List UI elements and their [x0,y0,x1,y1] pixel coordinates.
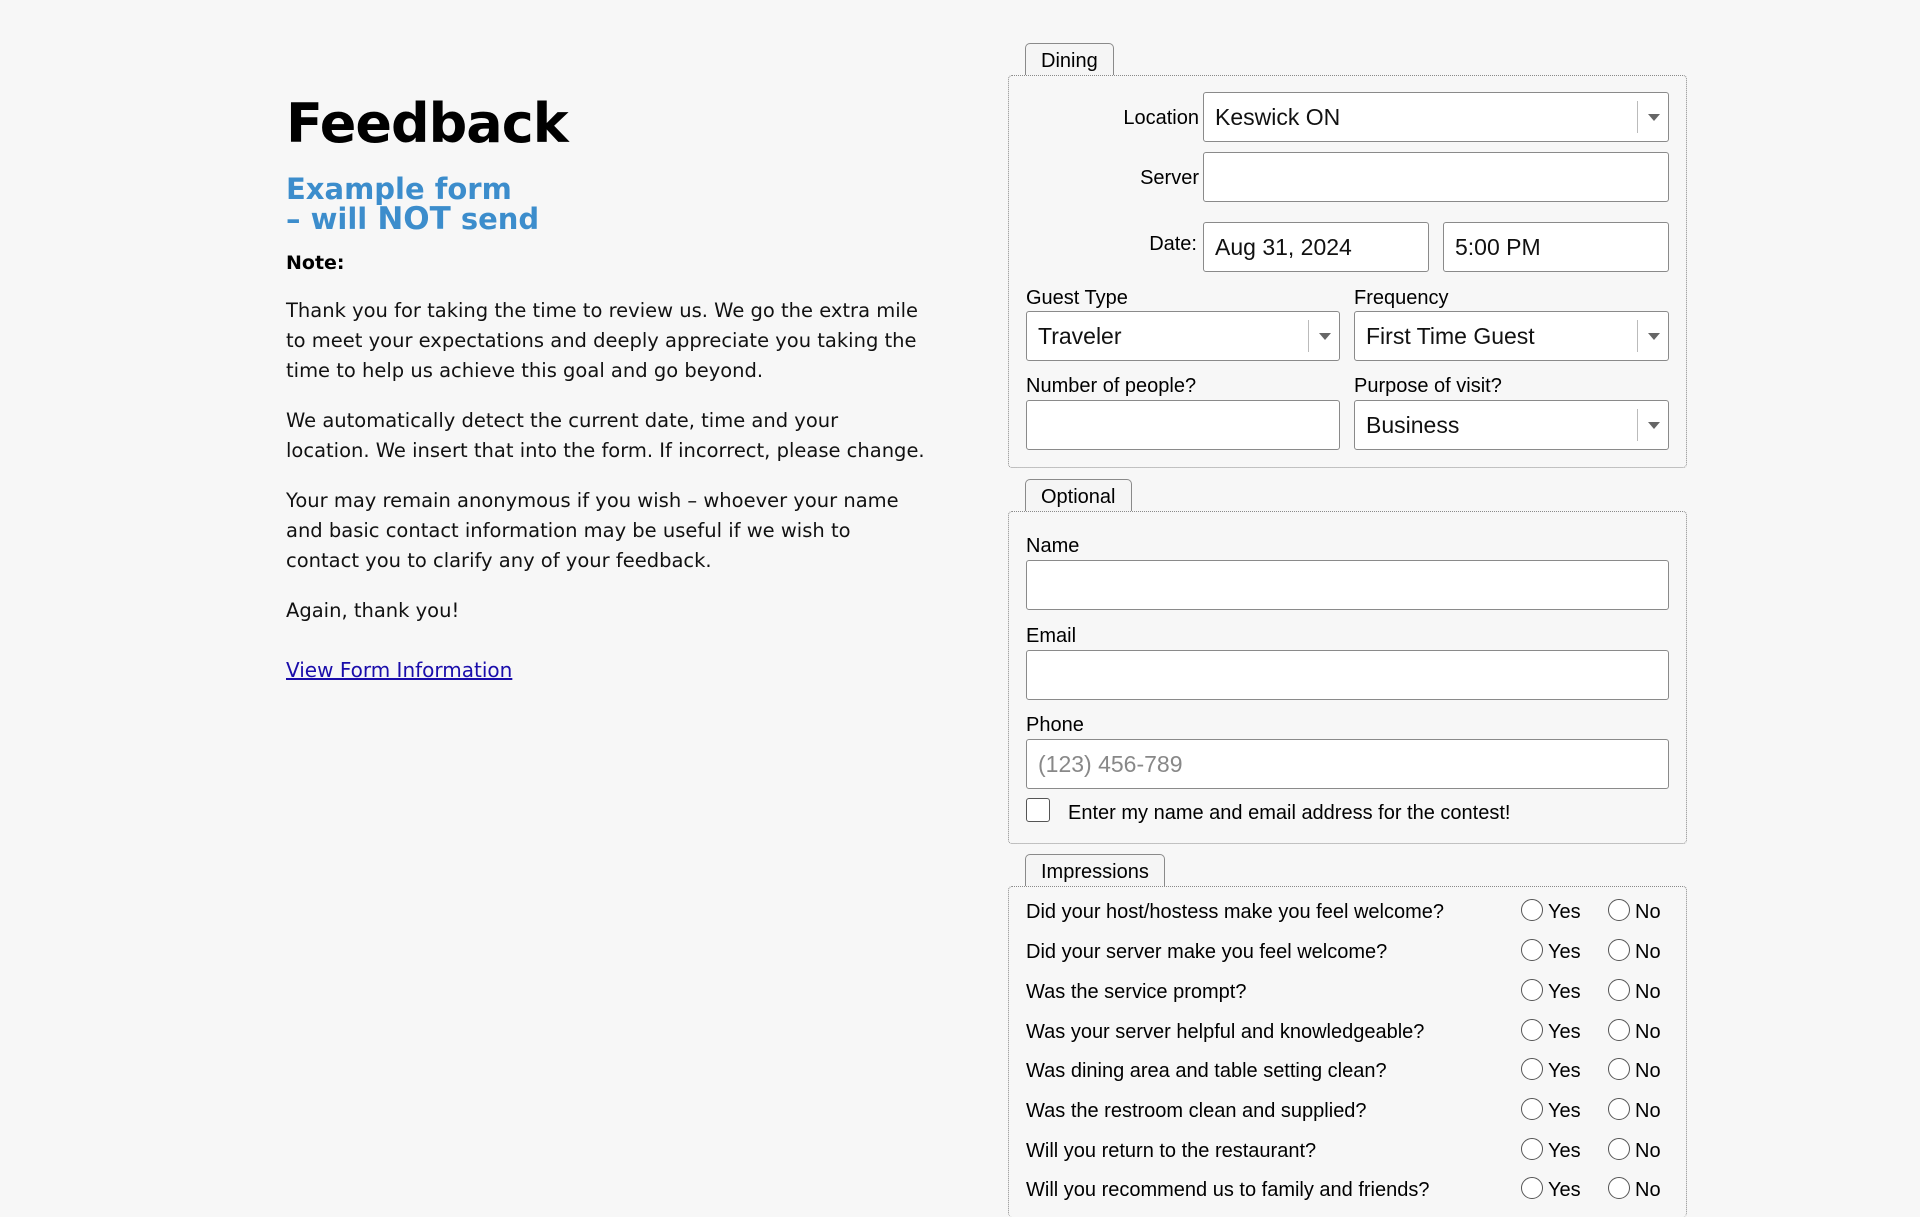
yes-radio[interactable] [1521,1058,1543,1080]
subtitle-prefix: – will [286,202,378,236]
question-row [1026,1171,1686,1211]
note-label: Note: [286,252,345,274]
subtitle-line-1: Example form [286,172,512,206]
question-text: Was your server helpful and knowledgeable? [1026,1021,1425,1043]
question-row [1026,1052,1686,1092]
yes-radio[interactable] [1521,979,1543,1001]
yes-label: Yes [1548,1179,1581,1201]
no-label: No [1635,1060,1661,1082]
question-text: Was the service prompt? [1026,981,1247,1003]
question-row [1026,893,1686,933]
yes-radio[interactable] [1521,939,1543,961]
people-label: Number of people? [1026,375,1197,397]
subtitle-emphasis: NOT [377,201,451,237]
no-radio[interactable] [1608,899,1630,921]
contest-checkbox[interactable] [1026,798,1050,822]
subtitle-suffix: send [450,202,540,236]
date-input[interactable]: Aug 31, 2024 [1203,222,1429,272]
frequency-label: Frequency [1354,287,1449,309]
time-input[interactable]: 5:00 PM [1443,222,1669,272]
yes-label: Yes [1548,1060,1581,1082]
intro-paragraph: Thank you for taking the time to review us. We go the extra mile to meet your expectations and deeply appreciate you taking the time to help us achieve this goal and go beyond. [286,299,919,382]
yes-label: Yes [1548,1140,1581,1162]
name-label: Name [1026,535,1080,557]
location-select[interactable] [1203,92,1669,142]
server-input[interactable] [1203,152,1669,202]
location-label: Location [1123,107,1199,129]
no-radio[interactable] [1608,1019,1630,1041]
yes-label: Yes [1548,1100,1581,1122]
yes-radio[interactable] [1521,1019,1543,1041]
question-text: Was the restroom clean and supplied? [1026,1100,1367,1122]
purpose-value: Business [1366,412,1460,438]
optional-fieldset [1008,486,1687,844]
phone-label: Phone [1026,714,1084,736]
intro-panel [286,88,926,682]
yes-label: Yes [1548,981,1581,1003]
purpose-label: Purpose of visit? [1354,375,1502,397]
view-form-information-link[interactable]: View Form Information [286,658,513,682]
yes-radio[interactable] [1521,1138,1543,1160]
chevron-down-icon [1308,320,1339,352]
chevron-down-icon [1637,320,1668,352]
question-row [1026,973,1686,1013]
no-label: No [1635,901,1661,923]
number-of-people-input[interactable] [1026,400,1340,450]
email-input[interactable] [1026,650,1669,700]
yes-label: Yes [1548,1021,1581,1043]
question-text: Did your host/hostess make you feel welcome? [1026,901,1444,923]
no-label: No [1635,941,1661,963]
impressions-fieldset [1008,861,1687,1217]
intro-paragraph: Your may remain anonymous if you wish – whoever your name and basic contact information may be useful if we wish to contact you to clarify any of your feedback. [286,489,899,572]
question-row [1026,1013,1686,1053]
no-label: No [1635,1021,1661,1043]
no-label: No [1635,1179,1661,1201]
dining-legend: Dining [1025,43,1114,75]
server-label: Server [1140,167,1199,189]
question-text: Was dining area and table setting clean? [1026,1060,1387,1082]
guest-type-label: Guest Type [1026,287,1128,309]
question-text: Will you return to the restaurant? [1026,1140,1317,1162]
date-label: Date: [1149,233,1197,255]
yes-label: Yes [1548,901,1581,923]
intro-paragraph: Again, thank you! [286,599,460,622]
chevron-down-icon [1637,409,1668,441]
page-subtitle [286,172,926,237]
no-radio[interactable] [1608,1098,1630,1120]
yes-radio[interactable] [1521,899,1543,921]
chevron-down-icon [1637,101,1668,133]
optional-legend: Optional [1025,479,1132,511]
no-radio[interactable] [1608,939,1630,961]
guest-type-value: Traveler [1038,323,1122,349]
guest-type-select[interactable] [1026,311,1340,361]
frequency-select[interactable] [1354,311,1669,361]
frequency-value: First Time Guest [1366,323,1535,349]
contest-label: Enter my name and email address for the contest! [1068,802,1511,824]
impressions-legend: Impressions [1025,854,1165,886]
yes-radio[interactable] [1521,1098,1543,1120]
question-text: Will you recommend us to family and friends? [1026,1179,1430,1201]
phone-input[interactable] [1026,739,1669,789]
question-row [1026,1092,1686,1132]
no-label: No [1635,981,1661,1003]
question-row [1026,933,1686,973]
no-radio[interactable] [1608,979,1630,1001]
location-value: Keswick ON [1215,104,1341,130]
no-radio[interactable] [1608,1177,1630,1199]
yes-label: Yes [1548,941,1581,963]
page-title: Feedback [286,92,568,155]
name-input[interactable] [1026,560,1669,610]
dining-fieldset [1008,50,1687,468]
subtitle-line-2 [286,201,926,237]
yes-radio[interactable] [1521,1177,1543,1199]
question-row [1026,1132,1686,1172]
no-radio[interactable] [1608,1058,1630,1080]
question-text: Did your server make you feel welcome? [1026,941,1388,963]
email-label: Email [1026,625,1077,647]
no-label: No [1635,1100,1661,1122]
no-label: No [1635,1140,1661,1162]
purpose-select[interactable] [1354,400,1669,450]
intro-paragraph: We automatically detect the current date, time and your location. We insert that into the form. If incorrect, please change. [286,409,925,462]
no-radio[interactable] [1608,1138,1630,1160]
